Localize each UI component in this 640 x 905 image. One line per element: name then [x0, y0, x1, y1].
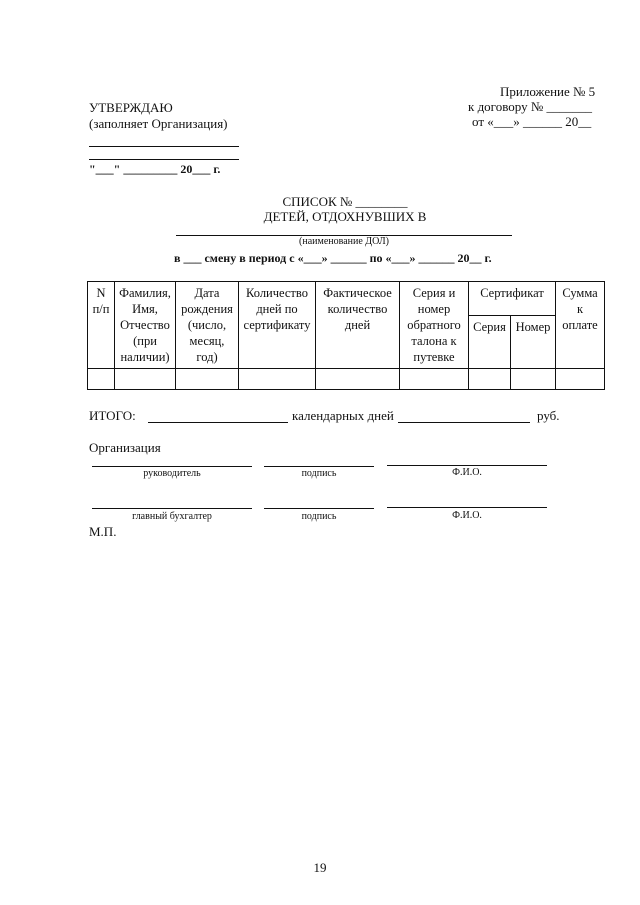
page-number: 19 [313, 860, 327, 875]
accountant-caption: главный бухгалтер [132, 511, 212, 522]
header-cert-series: Серия [469, 316, 511, 369]
head-fio-caption: Ф.И.О. [452, 467, 482, 478]
head-line [92, 466, 252, 467]
totals-currency: руб. [537, 408, 560, 423]
totals-days-label: календарных дней [292, 408, 394, 423]
camp-name-caption: (наименование ДОЛ) [299, 236, 389, 247]
header-actual-days: Фактическое количество дней [316, 282, 400, 369]
accountant-fio-line [387, 507, 547, 508]
header-sum: Сумма к оплате [556, 282, 605, 369]
list-title: СПИСОК № ________ [282, 194, 408, 209]
header-number: N п/п [88, 282, 115, 369]
table-cell[interactable] [400, 369, 469, 390]
list-subtitle: ДЕТЕЙ, ОТДОХНУВШИХ В [263, 209, 427, 224]
header-certificate-days: Количество дней по сертификату [239, 282, 316, 369]
approval-date: "___" _________ 20___ г. [89, 162, 221, 176]
approval-title: УТВЕРЖДАЮ [89, 100, 173, 115]
header-full-name: Фамилия, Имя, Отчество (при наличии) [115, 282, 176, 369]
table-cell[interactable] [511, 369, 556, 390]
header-cert-number: Номер [511, 316, 556, 369]
accountant-fio-caption: Ф.И.О. [452, 510, 482, 521]
table-cell[interactable] [239, 369, 316, 390]
table-cell[interactable] [316, 369, 400, 390]
accountant-line [92, 508, 252, 509]
period-line: в ___ смену в период с «___» ______ по «___» ______ 20__ г. [174, 251, 492, 265]
children-table [87, 281, 605, 390]
table-cell[interactable] [556, 369, 605, 390]
totals-days-line [148, 422, 288, 423]
appendix-contract: к договору № _______ [468, 99, 592, 114]
header-voucher: Серия и номер обратного талона к путевке [400, 282, 469, 369]
table-cell[interactable] [176, 369, 239, 390]
head-caption: руководитель [143, 468, 201, 479]
head-sign-line [264, 466, 374, 467]
head-sign-caption: подпись [301, 468, 337, 479]
accountant-sign-line [264, 508, 374, 509]
header-birth-date: Дата рождения (число, месяц, год) [176, 282, 239, 369]
approval-note: (заполняет Организация) [89, 116, 228, 131]
table-row [88, 369, 605, 390]
approval-org-line [89, 146, 239, 147]
table-cell[interactable] [88, 369, 115, 390]
appendix-title: Приложение № 5 [500, 84, 596, 99]
approval-signature-line [89, 159, 239, 160]
totals-label: ИТОГО: [89, 408, 136, 423]
accountant-sign-caption: подпись [301, 511, 337, 522]
table-cell[interactable] [115, 369, 176, 390]
stamp-label: М.П. [89, 524, 117, 539]
appendix-date: от «___» ______ 20__ [472, 114, 592, 129]
totals-sum-line [398, 422, 530, 423]
head-fio-line [387, 465, 547, 466]
organization-label: Организация [89, 440, 161, 455]
header-certificate: Сертификат [469, 282, 556, 316]
table-cell[interactable] [469, 369, 511, 390]
